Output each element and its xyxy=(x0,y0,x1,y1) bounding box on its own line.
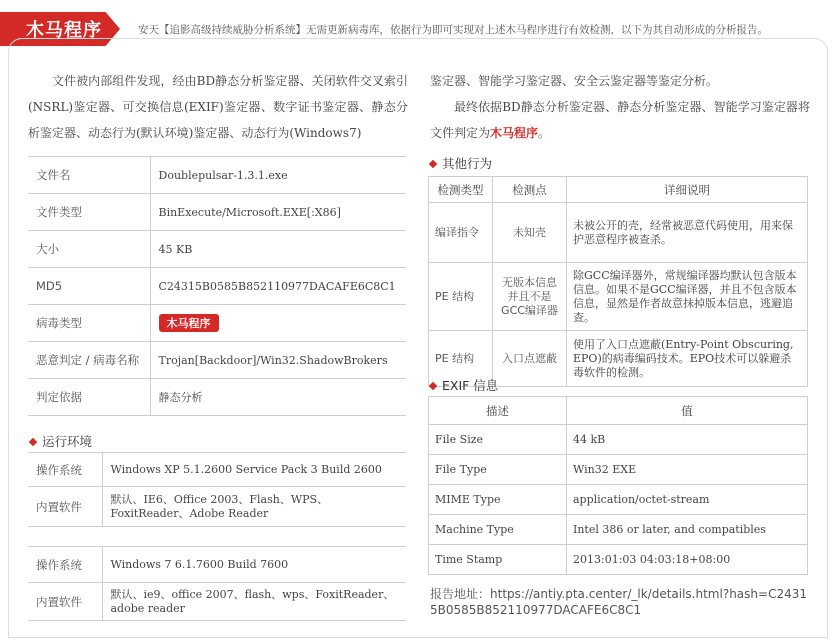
table-row xyxy=(429,545,808,575)
verdict-suffix: 。 xyxy=(538,126,551,140)
os-value: Windows 7 6.1.7600 Build 7600 xyxy=(102,547,406,583)
exif-value: Win32 EXE xyxy=(567,455,808,485)
environment-title: 运行环境 xyxy=(42,434,93,449)
md5-value: C24315B0585B852110977DACAFE6C8C1 xyxy=(150,268,406,305)
detect-point: 无版本信息并且不是GCC编译器 xyxy=(493,263,567,331)
report-label: 报告地址： xyxy=(430,587,491,601)
table-row xyxy=(429,515,808,545)
table-row xyxy=(28,453,406,487)
table-header-row xyxy=(429,177,808,203)
virus-type-badge: 木马程序 xyxy=(159,314,219,332)
size-value: 45 KB xyxy=(150,231,406,268)
software-label: 内置软件 xyxy=(28,583,102,621)
file-name-label: 文件名 xyxy=(28,157,150,194)
exif-table xyxy=(428,396,808,575)
detect-type: PE 结构 xyxy=(429,331,493,387)
table-row xyxy=(429,485,808,515)
detect-detail: 除GCC编译器外，常规编译器均默认包含版本信息。如果不是GCC编译器，并且不包含版本信息，显然是作者故意抹掉版本信息，逃避追查。 xyxy=(567,263,808,331)
exif-value: 44 kB xyxy=(567,425,808,455)
table-row xyxy=(28,342,406,379)
verdict-label: 恶意判定 / 病毒名称 xyxy=(28,342,150,379)
basis-value: 静态分析 xyxy=(150,379,406,416)
exif-key: Machine Type xyxy=(429,515,567,545)
diamond-bullet-icon xyxy=(29,437,37,445)
diamond-bullet-icon xyxy=(429,381,437,389)
virus-type-label: 病毒类型 xyxy=(28,305,150,342)
table-row xyxy=(429,425,808,455)
os-value: Windows XP 5.1.2600 Service Pack 3 Build 2600 xyxy=(102,453,406,487)
table-row xyxy=(429,455,808,485)
software-label: 内置软件 xyxy=(28,487,102,527)
exif-key: MIME Type xyxy=(429,485,567,515)
detect-point: 未知壳 xyxy=(493,203,567,263)
table-row xyxy=(28,305,406,342)
table-header-row xyxy=(429,397,808,425)
table-row xyxy=(28,583,406,621)
exif-section-title xyxy=(430,376,498,394)
diamond-bullet-icon xyxy=(429,159,437,167)
detect-detail: 使用了入口点遮蔽(Entry-Point Obscuring, EPO)的病毒编码技术。EPO技术可以躲避杀毒软件的检测。 xyxy=(567,331,808,387)
file-name-value: Doublepulsar-1.3.1.exe xyxy=(150,157,406,194)
report-address xyxy=(430,586,810,618)
basis-label: 判定依据 xyxy=(28,379,150,416)
other-behavior-title: 其他行为 xyxy=(442,156,493,171)
table-row xyxy=(28,157,406,194)
exif-title: EXIF 信息 xyxy=(442,378,499,393)
file-type-label: 文件类型 xyxy=(28,194,150,231)
software-value: 默认、ie9、office 2007、flash、wps、FoxitReader、adobe reader xyxy=(102,583,406,621)
virus-type-cell xyxy=(150,305,406,342)
exif-value: 2013:01:03 04:03:18+08:00 xyxy=(567,545,808,575)
software-value: 默认、IE6、Office 2003、Flash、WPS、FoxitReader、Adobe Reader xyxy=(102,487,406,527)
header-description: 安天【追影高级持续威胁分析系统】无需更新病毒库，依据行为即可实现对上述木马程序进行有效检测，以下为其自动形成的分析报告。 xyxy=(138,24,768,36)
detect-detail: 未被公开的壳，经常被恶意代码使用，用来保护恶意程序被查杀。 xyxy=(567,203,808,263)
file-info-table xyxy=(28,156,406,416)
detect-type: 编译指令 xyxy=(429,203,493,263)
os-label: 操作系统 xyxy=(28,547,102,583)
table-row xyxy=(429,203,808,263)
column-header: 检测点 xyxy=(493,177,567,203)
intro-left-paragraph: 文件被内部组件发现，经由BD静态分析鉴定器、关闭软件交叉索引(NSRL)鉴定器、可交换信息(EXIF)鉴定器、数字证书鉴定器、静态分析鉴定器、动态行为(默认环境)鉴定器、动态行为(Windows7) xyxy=(28,74,408,140)
column-header: 描述 xyxy=(429,397,567,425)
column-header: 详细说明 xyxy=(567,177,808,203)
column-header: 值 xyxy=(567,397,808,425)
table-row xyxy=(429,263,808,331)
exif-value: application/octet-stream xyxy=(567,485,808,515)
table-row xyxy=(28,487,406,527)
exif-key: File Type xyxy=(429,455,567,485)
exif-key: Time Stamp xyxy=(429,545,567,575)
other-behavior-table xyxy=(428,176,808,387)
environment-table-2 xyxy=(28,546,406,621)
verdict-highlight: 木马程序 xyxy=(490,126,539,140)
table-row xyxy=(28,194,406,231)
table-row xyxy=(28,231,406,268)
exif-key: File Size xyxy=(429,425,567,455)
file-type-value: BinExecute/Microsoft.EXE[:X86] xyxy=(150,194,406,231)
intro-right-paragraph-1: 鉴定器、智能学习鉴定器、安全云鉴定器等鉴定分析。 xyxy=(430,74,719,88)
environment-table-1 xyxy=(28,452,406,527)
exif-value: Intel 386 or later, and compatibles xyxy=(567,515,808,545)
detect-type: PE 结构 xyxy=(429,263,493,331)
table-row xyxy=(28,268,406,305)
md5-label: MD5 xyxy=(28,268,150,305)
environment-section-title xyxy=(30,432,92,450)
report-url[interactable]: https://antiy.pta.center/_lk/details.html?hash=C24315B0585B852110977DACAFE6C8C1 xyxy=(430,587,807,617)
page-title: 木马程序 xyxy=(26,20,102,41)
verdict-text: 最终依据BD静态分析鉴定器、静态分析鉴定器、智能学习鉴定器将文件判定为 xyxy=(430,100,810,140)
detect-point: 入口点遮蔽 xyxy=(493,331,567,387)
os-label: 操作系统 xyxy=(28,453,102,487)
intro-right-paragraph-2 xyxy=(430,94,810,146)
other-behavior-section-title xyxy=(430,154,492,172)
table-row xyxy=(28,547,406,583)
size-label: 大小 xyxy=(28,231,150,268)
verdict-value: Trojan[Backdoor]/Win32.ShadowBrokers xyxy=(150,342,406,379)
column-header: 检测类型 xyxy=(429,177,493,203)
table-row xyxy=(28,379,406,416)
